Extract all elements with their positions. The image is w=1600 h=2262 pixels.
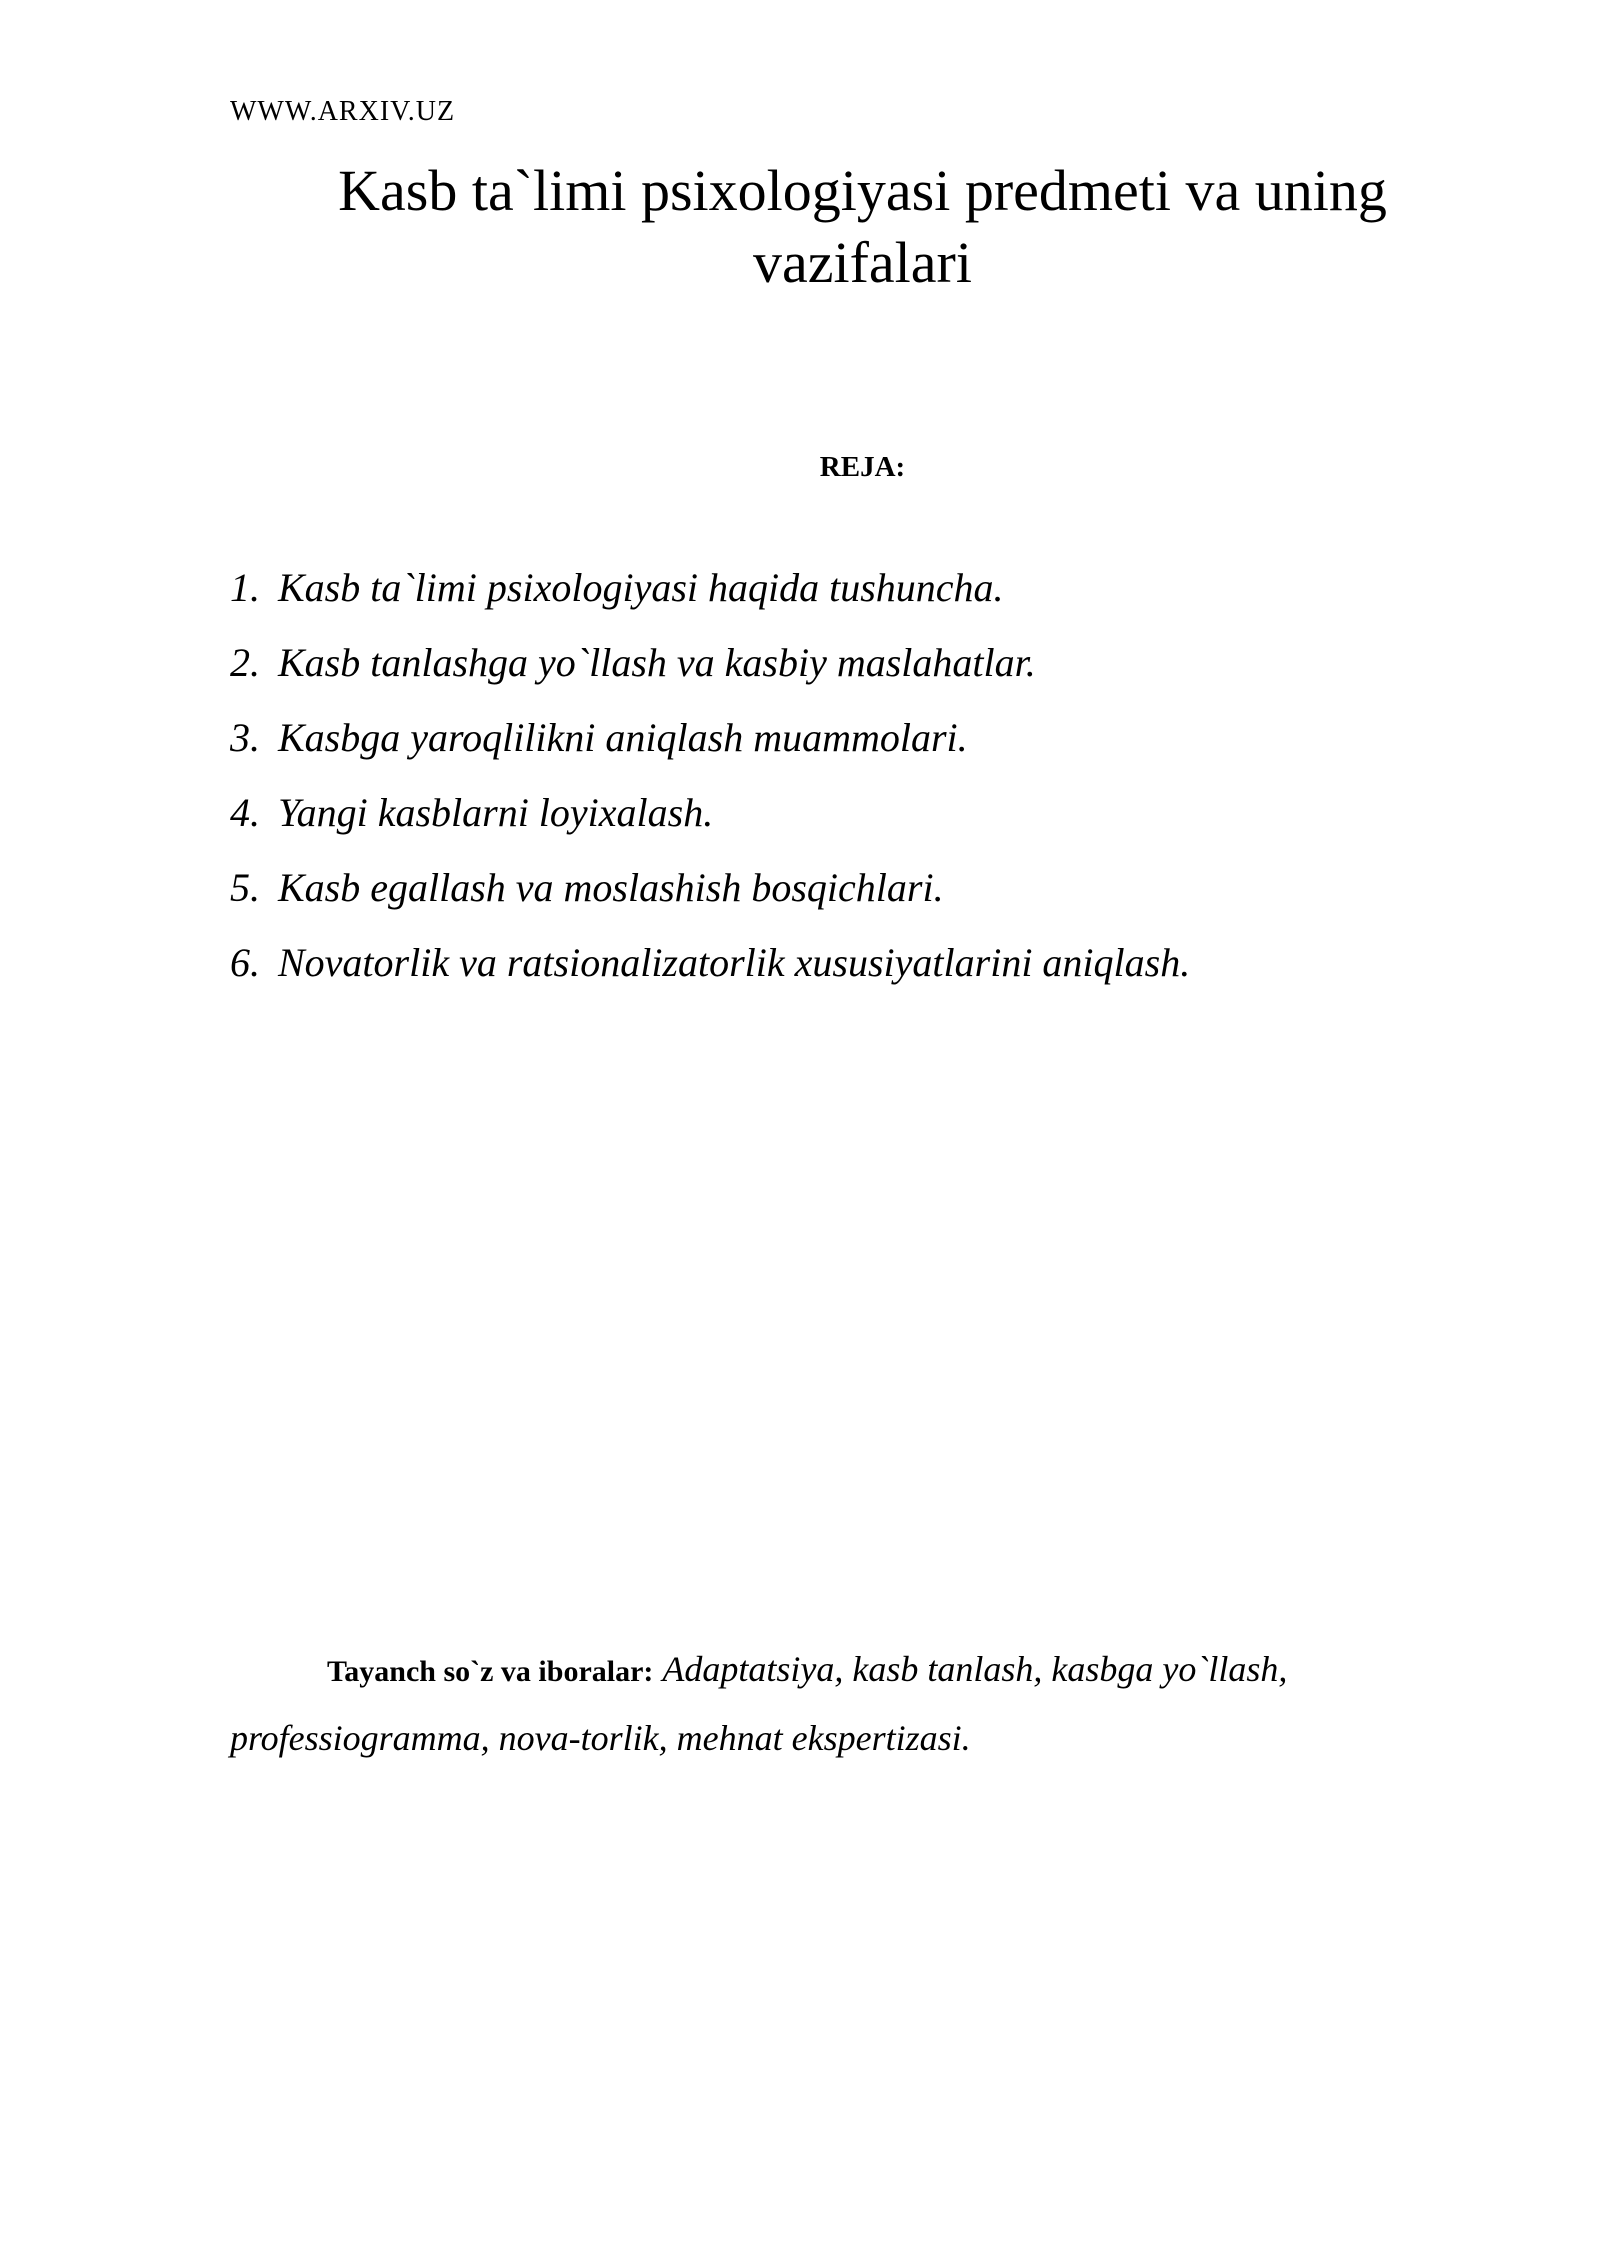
plan-item (230, 935, 1190, 1010)
site-header: WWW.ARXIV.UZ (230, 96, 456, 127)
plan-item-number: 4. (230, 790, 260, 835)
keywords-text: Adaptatsiya, kasb tanlash, kasbga yo`llash, professiogramma, nova-torlik, mehnat ekspertizasi. (230, 1649, 1288, 1758)
plan-item-text: Novatorlik va ratsionalizatorlik xususiyatlarini aniqlash. (278, 940, 1191, 985)
plan-item-text: Kasb tanlashga yo`llash va kasbiy maslahatlar. (278, 640, 1036, 685)
plan-list (230, 560, 1190, 1010)
plan-item (230, 860, 1190, 935)
plan-item-number: 6. (230, 940, 260, 985)
plan-item-text: Kasb egallash va moslashish bosqichlari. (278, 865, 944, 910)
plan-item (230, 560, 1190, 635)
keywords-paragraph (230, 1636, 1370, 1771)
plan-item-number: 1. (230, 565, 260, 610)
plan-item-number: 2. (230, 640, 260, 685)
keywords-label: Tayanch so`z va iboralar: (327, 1655, 654, 1688)
plan-item-text: Kasb ta`limi psixologiyasi haqida tushuncha. (278, 565, 1004, 610)
plan-item-number: 3. (230, 715, 260, 760)
plan-item-number: 5. (230, 865, 260, 910)
plan-item (230, 785, 1190, 860)
document-title: Kasb ta`limi psixologiyasi predmeti va uning vazifalari (338, 158, 1387, 295)
plan-item (230, 635, 1190, 710)
plan-item-text: Kasbga yaroqlilikni aniqlash muammolari. (278, 715, 968, 760)
plan-heading: REJA: (819, 451, 906, 483)
plan-item-text: Yangi kasblarni loyixalash. (278, 790, 714, 835)
plan-item (230, 710, 1190, 785)
